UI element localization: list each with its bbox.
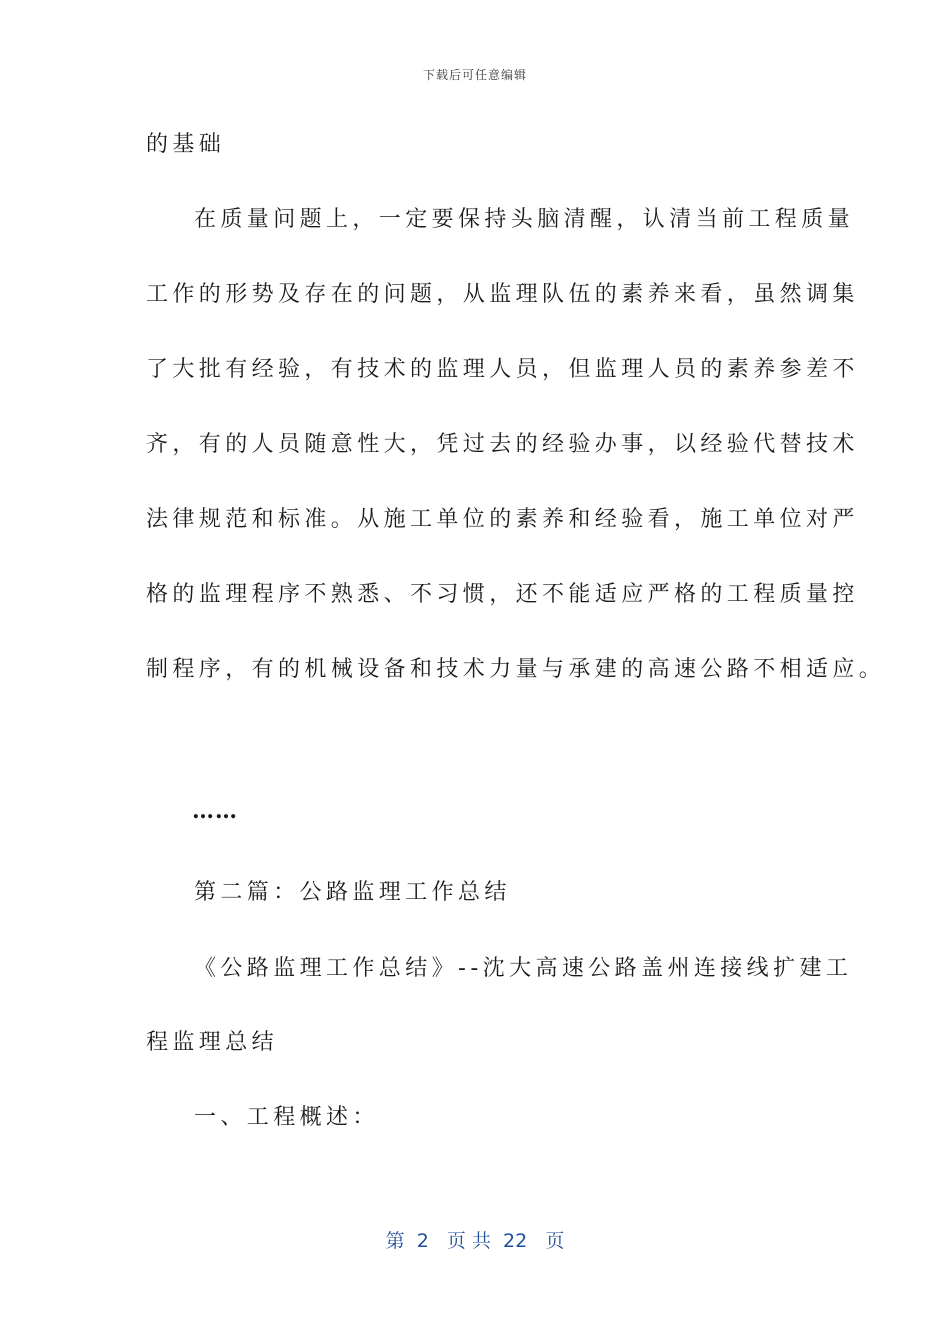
paragraph-line: 的基础 [146,132,226,157]
subtitle-line: 《公路监理工作总结》--沈大高速公路盖州连接线扩建工 [194,956,853,981]
paragraph-line: 工作的形势及存在的问题，从监理队伍的素养来看，虽然调集 [146,282,859,307]
paragraph-line: 法律规范和标准。从施工单位的素养和经验看，施工单位对严 [146,507,859,532]
subtitle-line: 程监理总结 [146,1030,279,1055]
paragraph-line: 制程序，有的机械设备和技术力量与承建的高速公路不相适应。 [146,657,886,682]
paragraph-line: 格的监理程序不熟悉、不习惯，还不能适应严格的工程质量控 [146,582,859,607]
section-title: 第二篇：公路监理工作总结 [194,880,511,905]
heading: 一、工程概述： [194,1105,379,1130]
paragraph-line: 了大批有经验，有技术的监理人员，但监理人员的素养参差不 [146,357,859,382]
ellipsis: …… [192,798,238,824]
page-number: 第 2 页 共 22 页 [385,1230,565,1252]
paragraph-line: 齐，有的人员随意性大，凭过去的经验办事，以经验代替技术 [146,432,859,457]
header-note: 下载后可任意编辑 [422,68,527,82]
paragraph-line: 在质量问题上，一定要保持头脑清醒，认清当前工程质量 [194,207,855,232]
